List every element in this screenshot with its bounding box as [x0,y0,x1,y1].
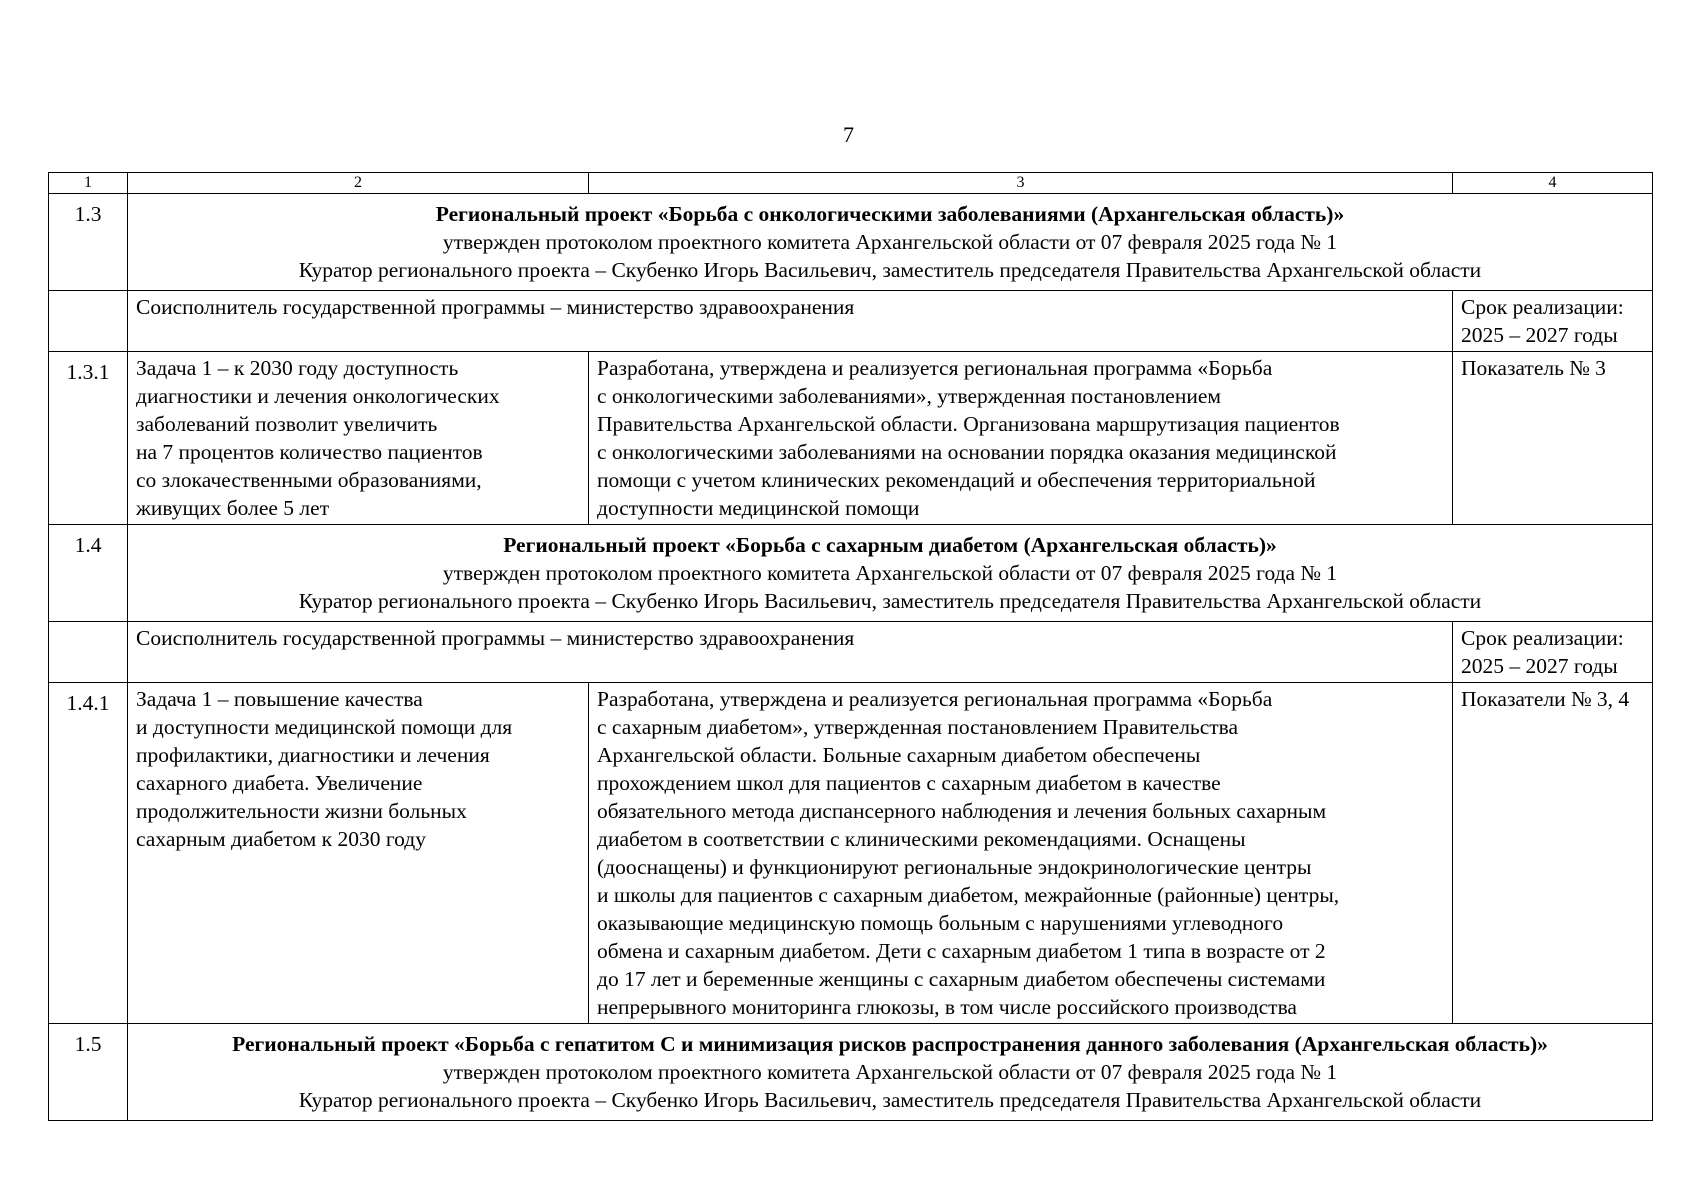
task-line: живущих более 5 лет [136,496,330,520]
task-text [128,352,589,525]
task-line: заболеваний позволит увеличить [136,412,438,436]
column-number-2: 2 [128,173,589,194]
result-line: Разработана, утверждена и реализуется региональная программа «Борьба [597,687,1273,711]
project-row-1-4 [49,525,1653,622]
task-line: на 7 процентов количество пациентов [136,440,483,464]
result-line: обмена и сахарным диабетом. Дети с сахарным диабетом 1 типа в возрасте от 2 [597,939,1326,963]
task-line: Задача 1 – к 2030 году доступность [136,356,459,380]
column-number-4: 4 [1453,173,1653,194]
project-number: 1.5 [49,1024,128,1121]
task-line: и доступности медицинской помощи для [136,715,513,739]
indicator-text: Показатели № 3, 4 [1453,683,1653,1024]
term-label: Срок реализации: [1461,295,1624,319]
task-text [128,683,589,1024]
result-line: помощи с учетом клинических рекомендаций и обеспечения территориальной [597,468,1316,492]
task-line: профилактики, диагностики и лечения [136,743,490,767]
result-line: непрерывного мониторинга глюкозы, в том числе российского производства [597,995,1297,1019]
result-line: обязательного метода диспансерного наблюдения и лечения больных сахарным [597,799,1327,823]
project-title: Региональный проект «Борьба с сахарным диабетом (Архангельская область)» [503,533,1277,557]
result-line: с онкологическими заболеваниями», утвержденная постановлением [597,384,1222,408]
empty-number-cell [49,622,128,683]
result-line: Архангельской области. Больные сахарным диабетом обеспечены [597,743,1201,767]
project-number: 1.4 [49,525,128,622]
result-line: и школы для пациентов с сахарным диабетом, межрайонные (районные) центры, [597,883,1340,907]
result-line: доступности медицинской помощи [597,496,920,520]
term-cell [1453,622,1653,683]
result-line: с сахарным диабетом», утвержденная постановлением Правительства [597,715,1239,739]
result-line: с онкологическими заболеваниями на основании порядка оказания медицинской [597,440,1337,464]
task-line: со злокачественными образованиями, [136,468,482,492]
task-line: сахарного диабета. Увеличение [136,771,423,795]
term-value: 2025 – 2027 годы [1461,323,1618,347]
task-number: 1.4.1 [49,683,128,1024]
project-approval: утвержден протоколом проектного комитета Архангельской области от 07 февраля 2025 года № 1 [442,561,1338,585]
program-table [48,172,1653,1121]
project-row-1-3 [49,194,1653,291]
column-number-row [49,173,1653,194]
task-line: диагностики и лечения онкологических [136,384,500,408]
task-row-1-4-1 [49,683,1653,1024]
task-line: Задача 1 – повышение качества [136,687,423,711]
project-approval: утвержден протоколом проектного комитета Архангельской области от 07 февраля 2025 года № 1 [442,1060,1338,1084]
project-curator: Куратор регионального проекта – Скубенко Игорь Васильевич, заместитель председателя Правительства Архангельской области [298,258,1482,282]
result-line: Разработана, утверждена и реализуется региональная программа «Борьба [597,356,1273,380]
result-line: диабетом в соответствии с клиническими рекомендациями. Оснащены [597,827,1246,851]
task-line: продолжительности жизни больных [136,799,467,823]
result-line: прохождением школ для пациентов с сахарным диабетом в качестве [597,771,1221,795]
project-approval: утвержден протоколом проектного комитета Архангельской области от 07 февраля 2025 года № 1 [442,230,1338,254]
project-curator: Куратор регионального проекта – Скубенко Игорь Васильевич, заместитель председателя Правительства Архангельской области [298,1088,1482,1112]
project-row-1-5 [49,1024,1653,1121]
column-number-1: 1 [49,173,128,194]
empty-number-cell [49,291,128,352]
project-curator: Куратор регионального проекта – Скубенко Игорь Васильевич, заместитель председателя Правительства Архангельской области [298,589,1482,613]
result-line: оказывающие медицинскую помощь больным с нарушениями углеводного [597,911,1284,935]
project-title: Региональный проект «Борьба с онкологическими заболеваниями (Архангельская область)» [435,202,1345,226]
result-line: Правительства Архангельской области. Организована маршрутизация пациентов [597,412,1340,436]
coexecutor-text: Соисполнитель государственной программы – министерство здравоохранения [128,291,1453,352]
result-line: (дооснащены) и функционируют региональные эндокринологические центры [597,855,1312,879]
term-value: 2025 – 2027 годы [1461,654,1618,678]
project-title: Региональный проект «Борьба с гепатитом С и минимизация рисков распространения данного заболевания (Архангельская область)» [232,1032,1548,1056]
result-text [589,352,1453,525]
column-number-3: 3 [589,173,1453,194]
task-number: 1.3.1 [49,352,128,525]
term-cell [1453,291,1653,352]
result-text [589,683,1453,1024]
term-label: Срок реализации: [1461,626,1624,650]
page-number: 7 [843,122,854,147]
project-header [128,1024,1653,1121]
coexecutor-row-1-4 [49,622,1653,683]
project-header [128,194,1653,291]
task-line: сахарным диабетом к 2030 году [136,827,426,851]
indicator-text: Показатель № 3 [1453,352,1653,525]
coexecutor-row-1-3 [49,291,1653,352]
task-row-1-3-1 [49,352,1653,525]
result-line: до 17 лет и беременные женщины с сахарным диабетом обеспечены системами [597,967,1326,991]
project-header [128,525,1653,622]
coexecutor-text: Соисполнитель государственной программы – министерство здравоохранения [128,622,1453,683]
project-number: 1.3 [49,194,128,291]
